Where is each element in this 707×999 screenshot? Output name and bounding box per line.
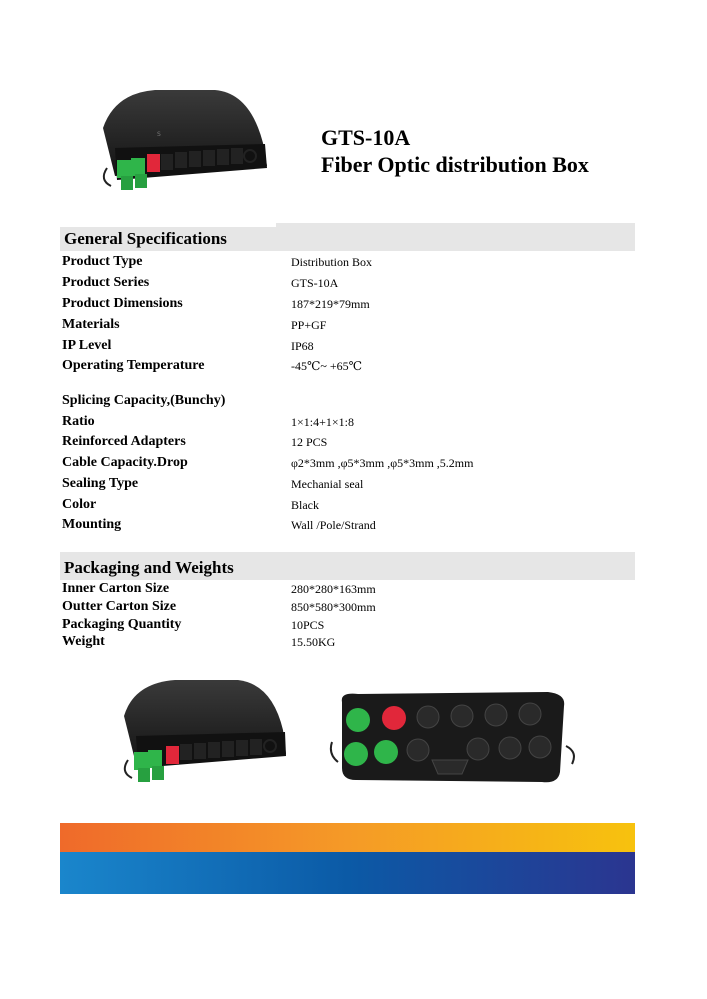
spec-value: φ2*3mm ,φ5*3mm ,φ5*3mm ,5.2mm: [291, 456, 474, 470]
spec-value: 12 PCS: [291, 435, 328, 449]
product-name: Fiber Optic distribution Box: [321, 152, 589, 177]
packaging-row: [62, 617, 622, 635]
spec-label: Splicing Capacity,(Bunchy): [62, 393, 226, 408]
spec-label: Ratio: [62, 414, 95, 429]
spec-value: Distribution Box: [291, 255, 373, 269]
spec-value: IP68: [291, 339, 314, 353]
section-bar-packaging: [60, 552, 635, 580]
banner-blue-band: [60, 852, 635, 894]
section-title-packaging: Packaging and Weights: [64, 558, 234, 577]
packaging-row: [62, 581, 622, 599]
packaging-value: 280*280*163mm: [291, 582, 376, 596]
spec-row: [62, 414, 622, 434]
spec-row: [62, 358, 622, 378]
spec-row: [62, 317, 622, 337]
spec-value: -45℃~ +65℃: [291, 359, 363, 373]
spec-row: [62, 517, 622, 537]
spec-row: [62, 476, 622, 496]
spec-row: [62, 455, 622, 475]
packaging-value: 850*580*300mm: [291, 600, 376, 614]
packaging-label: Weight: [62, 634, 105, 649]
packaging-value: 15.50KG: [291, 635, 336, 649]
spec-row: [62, 254, 622, 274]
packaging-row: [62, 634, 622, 652]
packaging-label: Inner Carton Size: [62, 581, 170, 596]
spec-row: [62, 393, 622, 413]
spec-label: Product Dimensions: [62, 296, 183, 311]
spec-label: Product Series: [62, 275, 150, 290]
product-photo-open: [328, 690, 578, 790]
spec-label: Reinforced Adapters: [62, 434, 186, 449]
spec-value: Black: [291, 498, 319, 512]
packaging-label: Packaging Quantity: [62, 617, 182, 632]
packaging-value: 10PCS: [291, 618, 325, 632]
svg-text:S: S: [157, 131, 161, 138]
spec-label: IP Level: [62, 338, 112, 353]
banner-orange-band: [60, 823, 635, 852]
product-model: GTS-10A: [321, 125, 411, 150]
spec-label: Cable Capacity.Drop: [62, 455, 188, 470]
spec-value: Wall /Pole/Strand: [291, 518, 376, 532]
spec-row: [62, 275, 622, 295]
spec-row: [62, 434, 622, 454]
packaging-label: Outter Carton Size: [62, 599, 177, 614]
spec-value: Mechanial seal: [291, 477, 364, 491]
product-photo-top: [95, 88, 270, 208]
product-photo-closed: [120, 678, 290, 793]
spec-label: Product Type: [62, 254, 143, 269]
spec-row: [62, 296, 622, 316]
spec-value: 1×1:4+1×1:8: [291, 415, 354, 429]
spec-row: [62, 497, 622, 517]
spec-value: 187*219*79mm: [291, 297, 370, 311]
spec-value: PP+GF: [291, 318, 327, 332]
spec-value: GTS-10A: [291, 276, 339, 290]
spec-label: Mounting: [62, 517, 122, 532]
spec-row: [62, 338, 622, 358]
section-title-general: General Specifications: [64, 229, 227, 248]
spec-label: Materials: [62, 317, 120, 332]
spec-label: Color: [62, 497, 97, 512]
spec-label: Operating Temperature: [62, 358, 205, 373]
section-bar-general: [60, 223, 635, 251]
spec-label: Sealing Type: [62, 476, 139, 491]
packaging-row: [62, 599, 622, 617]
